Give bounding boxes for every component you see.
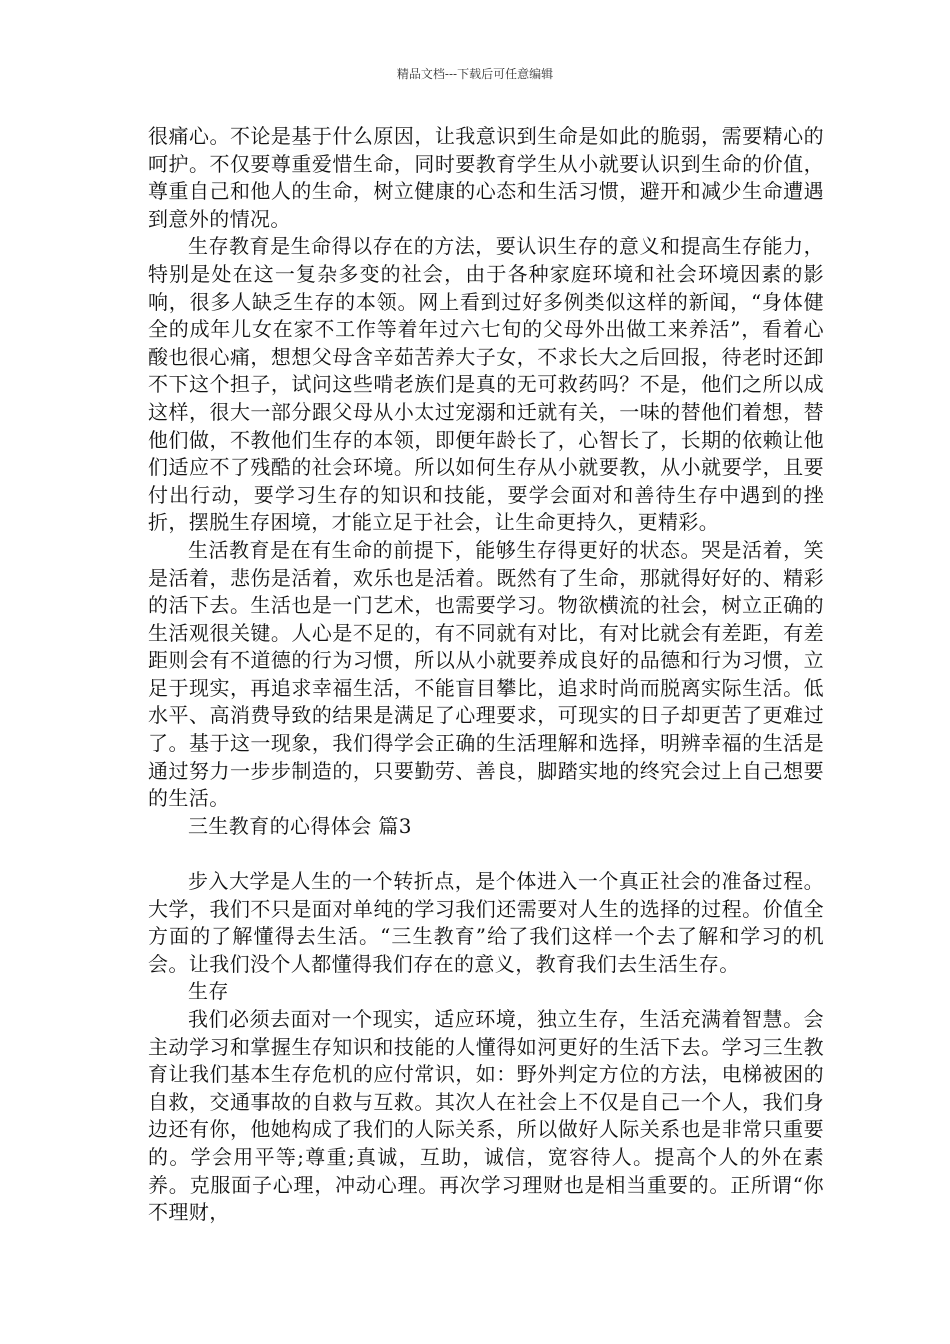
paragraph-university-intro: 步入大学是人生的一个转折点，是个体进入一个真正社会的准备过程。大学，我们不只是面对单纯的学习我们还需要对人生的选择的过程。价值全方面的了解懂得去生活。“三生教育”给了我们这样一个去了解和学习的机会。让我们没个人都懂得我们存在的意义，教育我们去生活生存。 [148, 869, 824, 976]
document-body [148, 123, 824, 1227]
section-heading: 三生教育的心得体会 篇3 [188, 813, 412, 838]
page-header: 精品文档---下载后可任意编辑 [396, 67, 554, 81]
paragraph-survival-skills: 我们必须去面对一个现实，适应环境，独立生存，生活充满着智慧。会主动学习和掌握生存知识和技能的人懂得如河更好的生活下去。学习三生教育让我们基本生存危机的应付常识，如：野外判定方位的方法，电梯被困的自救，交通事故的自救与互救。其次人在社会上不仅是自己一个人，我们身边还有你，他她构成了我们的人际关系，所以做好人际关系也是非常只重要的。学会用平等;尊重;真诚，互助，诚信，宽容待人。提高个人的外在素养。克服面子心理，冲动心理。再次学习理财也是相当重要的。正所谓“你不理财， [148, 1007, 824, 1225]
paragraph-life-education: 生活教育是在有生命的前提下，能够生存得更好的状态。哭是活着，笑是活着，悲伤是活着，欢乐也是活着。既然有了生命，那就得好好的、精彩的活下去。生活也是一门艺术，也需要学习。物欲横流的社会，树立正确的生活观很关键。人心是不足的，有不同就有对比，有对比就会有差距，有差距则会有不道德的行为习惯，所以从小就要养成良好的品德和行为习惯，立足于现实，再追求幸福生活，不能盲目攀比，追求时尚而脱离实际生活。低水平、高消费导致的结果是满足了心理要求，可现实的日子却更苦了更难过了。基于这一现象，我们得学会正确的生活理解和选择，明辨幸福的生活是通过努力一步步制造的，只要勤劳、善良，脚踏实地的终究会过上自己想要的生活。 [148, 537, 824, 811]
paragraph-continuation: 很痛心。不论是基于什么原因，让我意识到生命是如此的脆弱，需要精心的呵护。不仅要尊重爱惜生命，同时要教育学生从小就要认识到生命的价值，尊重自己和他人的生命，树立健康的心态和生活习惯，避开和减少生命遭遇到意外的情况。 [148, 124, 824, 231]
paragraph-survival-education: 生存教育是生命得以存在的方法，要认识生存的意义和提高生存能力，特别是处在这一复杂多变的社会，由于各种家庭环境和社会环境因素的影响，很多人缺乏生存的本领。网上看到过好多例类似这样的新闻，“身体健全的成年儿女在家不工作等着年过六七旬的父母外出做工来养活”，看着心酸也很心痛，想想父母含辛茹苦养大子女，不求长大之后回报，待老时还卸不下这个担子，试问这些啃老族们是真的无可救药吗？不是，他们之所以成这样，很大一部分跟父母从小太过宠溺和迁就有关，一味的替他们着想，替他们做，不教他们生存的本领，即便年龄长了，心智长了，长期的依赖让他们适应不了残酷的社会环境。所以如何生存从小就要教，从小就要学，且要付出行动，要学习生存的知识和技能，要学会面对和善待生存中遇到的挫折，摆脱生存困境，才能立足于社会，让生命更持久，更精彩。 [148, 234, 824, 535]
blank-line [148, 840, 824, 868]
subheading-survival: 生存 [188, 979, 229, 1004]
